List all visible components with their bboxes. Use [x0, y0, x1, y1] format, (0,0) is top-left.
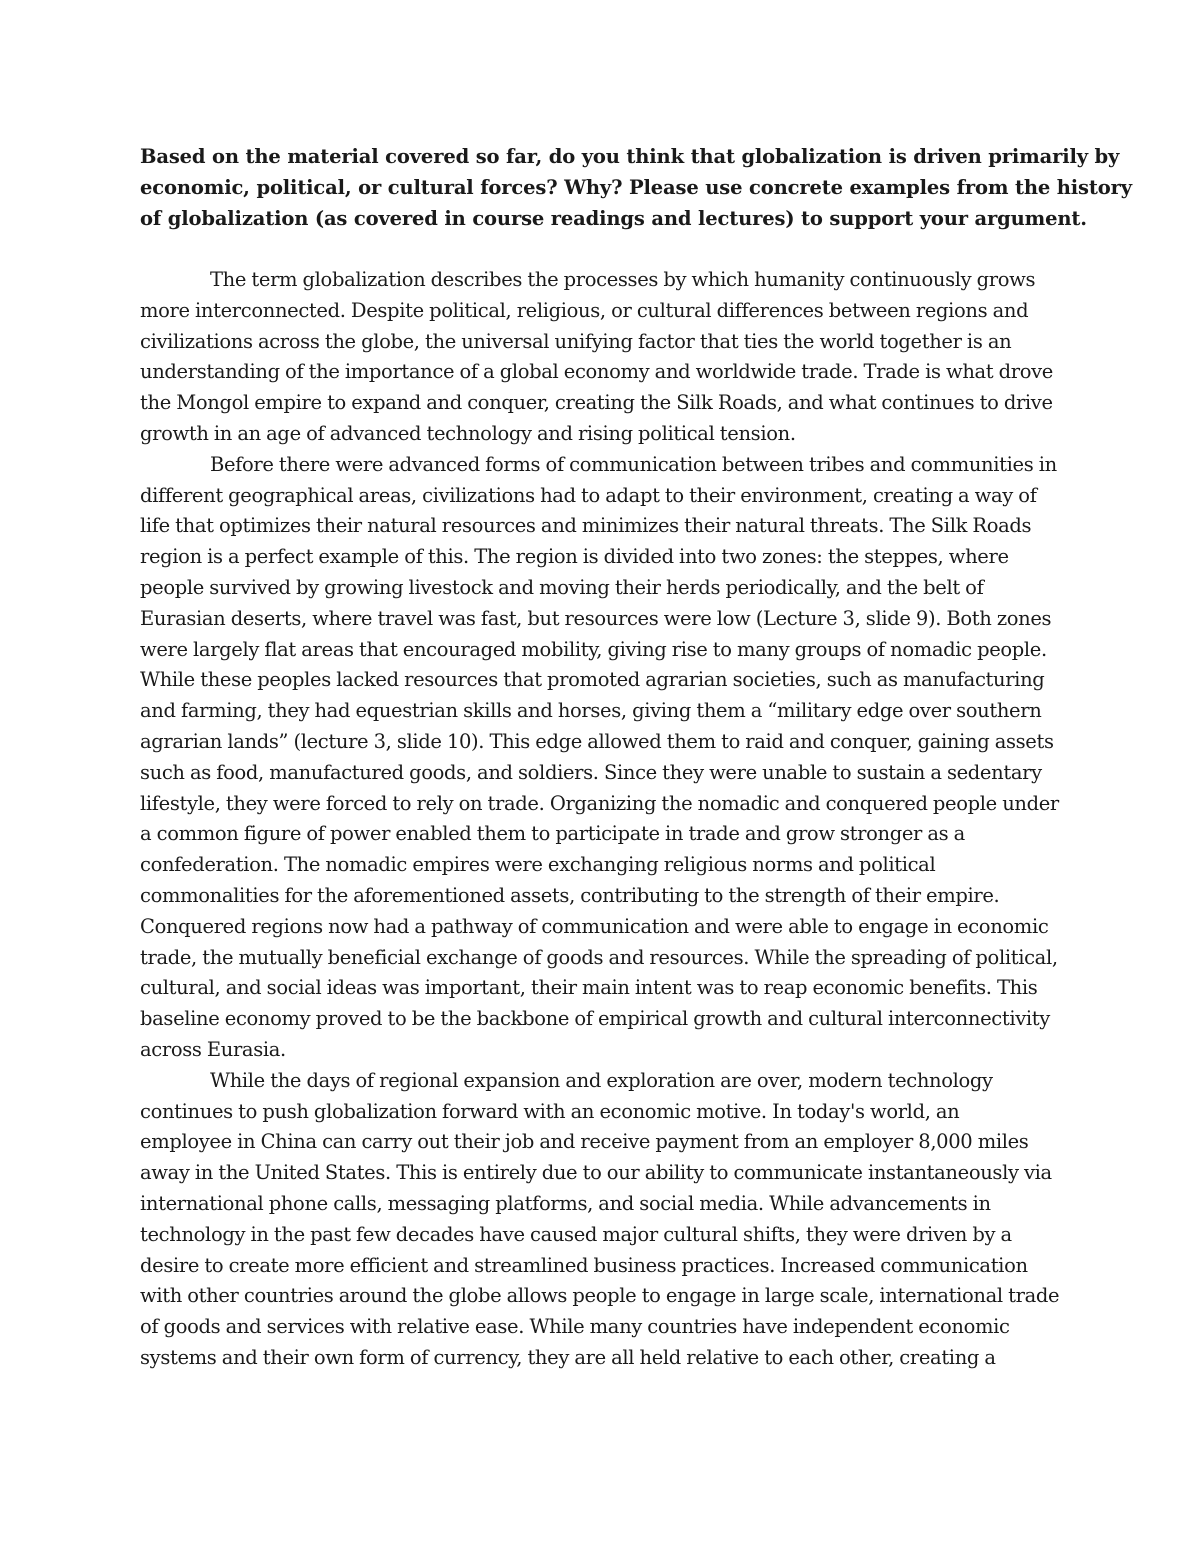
body-line: the Mongol empire to expand and conquer, creating the Silk Roads, and what continues to drive — [140, 391, 1053, 415]
body-line: were largely flat areas that encouraged mobility, giving rise to many groups of nomadic people. — [140, 637, 1047, 661]
prompt-line: economic, political, or cultural forces? Why? Please use concrete examples from the history — [140, 176, 1132, 199]
prompt-line: Based on the material covered so far, do you think that globalization is driven primarily by — [140, 145, 1120, 168]
essay-prompt — [140, 141, 1132, 234]
prompt-line: of globalization (as covered in course readings and lectures) to support your argument. — [140, 207, 1087, 230]
body-line: more interconnected. Despite political, religious, or cultural differences between regions and — [140, 298, 1029, 322]
body-line: international phone calls, messaging platforms, and social media. While advancements in — [140, 1191, 991, 1215]
body-line: a common figure of power enabled them to participate in trade and grow stronger as a — [140, 822, 965, 846]
body-line: and farming, they had equestrian skills and horses, giving them a “military edge over southern — [140, 699, 1042, 723]
body-line: across Eurasia. — [140, 1037, 286, 1061]
body-line: such as food, manufactured goods, and soldiers. Since they were unable to sustain a sedentary — [140, 760, 1042, 784]
body-line: region is a perfect example of this. The region is divided into two zones: the steppes, where — [140, 545, 1009, 569]
body-line: of goods and services with relative ease. While many countries have independent economic — [140, 1315, 1010, 1339]
body-line: cultural, and social ideas was important, their main intent was to reap economic benefits. This — [140, 976, 1038, 1000]
body-line: Eurasian deserts, where travel was fast, but resources were low (Lecture 3, slide 9). Both zones — [140, 606, 1052, 630]
body-line: systems and their own form of currency, they are all held relative to each other, creating a — [140, 1345, 996, 1369]
body-line: civilizations across the globe, the universal unifying factor that ties the world together is an — [140, 329, 1012, 353]
paragraph-1-first-line: The term globalization describes the processes by which humanity continuously grows — [210, 268, 1036, 291]
essay-body — [140, 265, 1070, 1374]
paragraph-3-first-line: While the days of regional expansion and exploration are over, modern technology — [210, 1068, 993, 1092]
body-line: lifestyle, they were forced to rely on trade. Organizing the nomadic and conquered people under — [140, 791, 1059, 815]
body-line: agrarian lands” (lecture 3, slide 10). This edge allowed them to raid and conquer, gaining assets — [140, 729, 1054, 753]
body-line: away in the United States. This is entirely due to our ability to communicate instantaneously via — [140, 1161, 1052, 1185]
body-line: confederation. The nomadic empires were exchanging religious norms and political — [140, 853, 936, 877]
body-line: employee in China can carry out their job and receive payment from an employer 8,000 miles — [140, 1130, 1029, 1154]
body-line: desire to create more efficient and streamlined business practices. Increased communication — [140, 1253, 1028, 1277]
body-line: growth in an age of advanced technology and rising political tension. — [140, 421, 796, 445]
body-line: trade, the mutually beneficial exchange of goods and resources. While the spreading of political, — [140, 945, 1058, 969]
body-line: Conquered regions now had a pathway of communication and were able to engage in economic — [140, 914, 1049, 938]
body-line: with other countries around the globe allows people to engage in large scale, international trade — [140, 1284, 1060, 1308]
body-line: While these peoples lacked resources that promoted agrarian societies, such as manufacturing — [140, 668, 1045, 692]
body-line: continues to push globalization forward with an economic motive. In today's world, an — [140, 1099, 960, 1123]
body-line: people survived by growing livestock and moving their herds periodically, and the belt of — [140, 575, 984, 599]
body-line: understanding of the importance of a global economy and worldwide trade. Trade is what drove — [140, 360, 1053, 384]
body-line: different geographical areas, civilizations had to adapt to their environment, creating a way of — [140, 483, 1037, 507]
body-line: baseline economy proved to be the backbone of empirical growth and cultural interconnectivity — [140, 1007, 1050, 1031]
body-line: technology in the past few decades have caused major cultural shifts, they were driven by a — [140, 1222, 1012, 1246]
body-line: commonalities for the aforementioned assets, contributing to the strength of their empire. — [140, 883, 1000, 907]
paragraph-2-first-line: Before there were advanced forms of communication between tribes and communities in — [210, 452, 1057, 476]
body-line: life that optimizes their natural resources and minimizes their natural threats. The Silk Roads — [140, 514, 1032, 538]
